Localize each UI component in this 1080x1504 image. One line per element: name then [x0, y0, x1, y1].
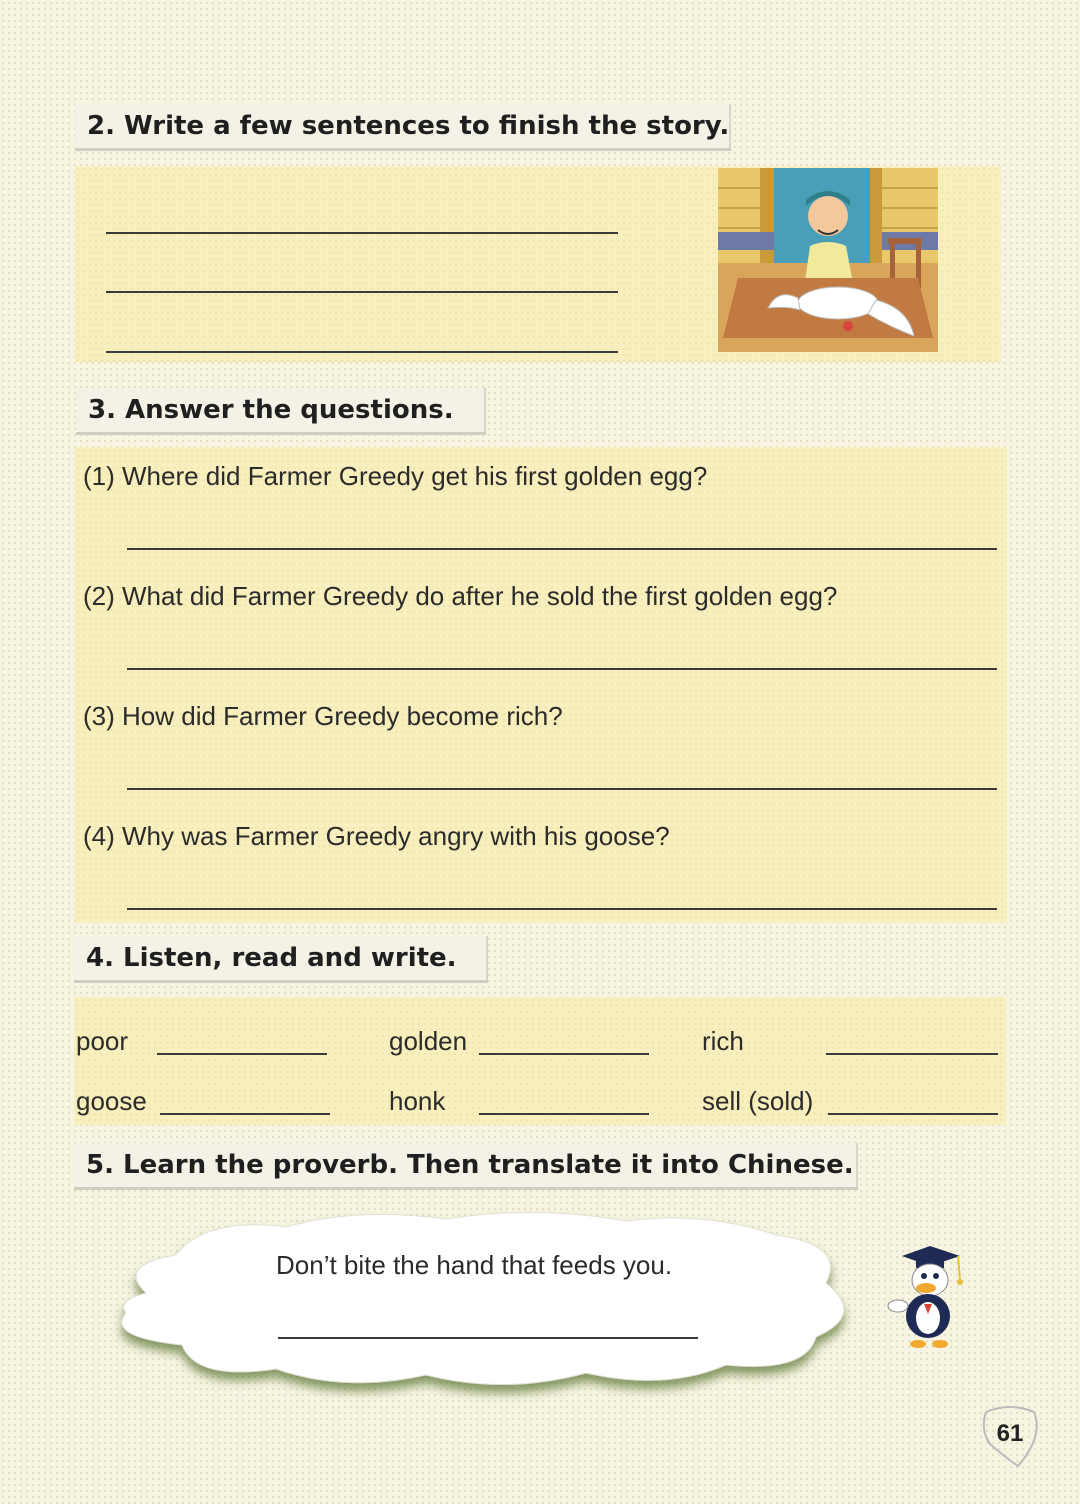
farmer-goose-illustration [718, 168, 938, 352]
vocab-blank-rich[interactable] [826, 1053, 998, 1055]
question-2: (2) What did Farmer Greedy do after he sold the first golden egg? [83, 581, 838, 611]
vocab-word-sell: sell (sold) [702, 1086, 814, 1116]
question-2-answer-line[interactable] [127, 668, 997, 670]
story-answer-line-3[interactable] [106, 351, 618, 353]
proverb-cloud [86, 1205, 876, 1405]
vocab-blank-honk[interactable] [479, 1113, 649, 1115]
section-4-header [74, 936, 488, 980]
question-1: (1) Where did Farmer Greedy get his first golden egg? [83, 461, 708, 491]
vocab-word-golden: golden [389, 1026, 468, 1056]
vocab-blank-goose[interactable] [160, 1113, 330, 1115]
vocab-word-goose: goose [76, 1086, 147, 1116]
vocab-blank-sell[interactable] [828, 1113, 998, 1115]
vocabulary-panel [74, 997, 1006, 1125]
section-4-title: 4. Listen, read and write. [86, 943, 457, 973]
duck-mascot-icon [880, 1244, 964, 1352]
section-2-title: 2. Write a few sentences to finish the story. [87, 111, 730, 141]
proverb-text: Don’t bite the hand that feeds you. [276, 1250, 673, 1280]
section-5-title: 5. Learn the proverb. Then translate it into Chinese. [86, 1150, 854, 1180]
section-5-header [74, 1143, 858, 1187]
question-4-answer-line[interactable] [127, 908, 997, 910]
story-answer-line-1[interactable] [106, 232, 618, 234]
question-4: (4) Why was Farmer Greedy angry with his goose? [83, 821, 670, 851]
vocab-blank-golden[interactable] [479, 1053, 649, 1055]
section-2-header [75, 104, 731, 148]
section-3-title: 3. Answer the questions. [88, 395, 454, 425]
vocab-word-honk: honk [389, 1086, 446, 1116]
section-3-header [76, 388, 486, 432]
vocab-word-rich: rich [702, 1026, 744, 1056]
vocab-blank-poor[interactable] [157, 1053, 327, 1055]
story-answer-line-2[interactable] [106, 291, 618, 293]
question-1-answer-line[interactable] [127, 548, 997, 550]
question-3: (3) How did Farmer Greedy become rich? [83, 701, 563, 731]
proverb-translation-line[interactable] [278, 1337, 698, 1339]
page-number: 61 [996, 1420, 1024, 1447]
question-3-answer-line[interactable] [127, 788, 997, 790]
vocab-word-poor: poor [76, 1026, 129, 1056]
